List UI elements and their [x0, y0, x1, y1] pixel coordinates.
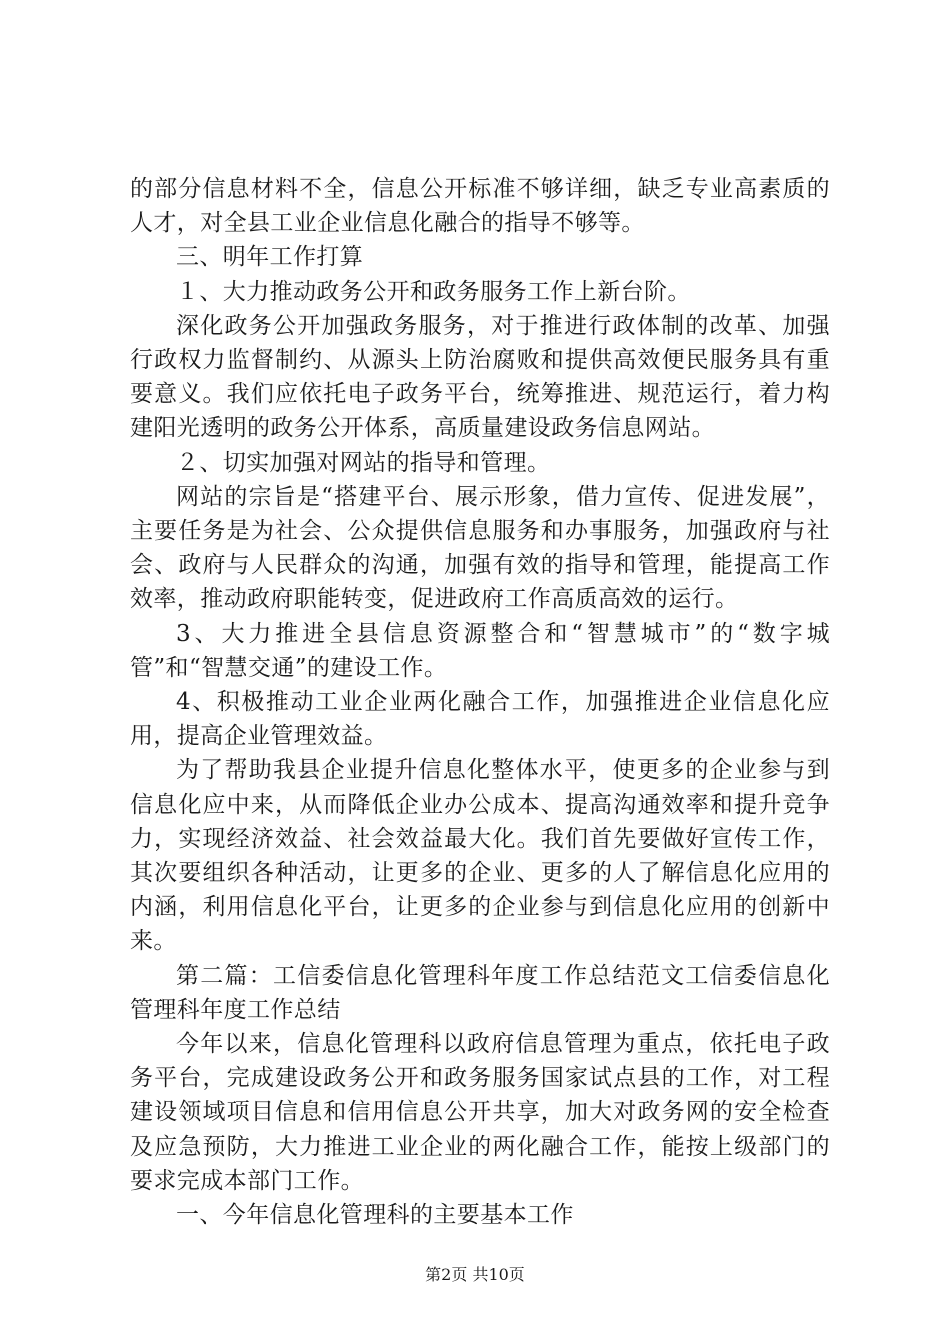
heading-main-work: 一、今年信息化管理科的主要基本工作: [176, 1202, 574, 1229]
page-number-footer: 第2页 共10页: [425, 1265, 525, 1284]
item-1-body: 深化政务公开加强政务服务，对于推进行政体制的改革、加强行政权力监督制约、从源头上防治腐败和提供高效便民服务具有重要意义。我们应依托电子政务平台，统筹推进、规范运行，着力构建阳光透明的政务公开体系，高质量建设政务信息网站。: [130, 312, 830, 442]
document-body: [130, 172, 830, 1232]
section-two-title: 第二篇：工信委信息化管理科年度工作总结范文工信委信息化管理科年度工作总结: [130, 962, 830, 1023]
section-two-intro: 今年以来，信息化管理科以政府信息管理为重点，依托电子政务平台，完成建设政务公开和政务服务国家试点县的工作，对工程建设领域项目信息和信用信息公开共享，加大对政务网的安全检查及应急预防，大力推进工业企业的两化融合工作，能按上级部门的要求完成本部门工作。: [130, 1031, 830, 1194]
item-3: 3、大力推进全县信息资源整合和“智慧城市”的“数字城管”和“智慧交通”的建设工作。: [130, 620, 830, 681]
item-2-title: ２、切实加强对网站的指导和管理。: [176, 449, 551, 476]
item-4-title: 4、积极推动工业企业两化融合工作，加强推进企业信息化应用，提高企业管理效益。: [130, 689, 830, 750]
paragraph-intro-continuation: 的部分信息材料不全，信息公开标准不够详细，缺乏专业高素质的人才，对全县工业企业信息化融合的指导不够等。: [130, 176, 830, 237]
heading-next-year-plan: 三、明年工作打算: [176, 244, 364, 271]
item-2-body: 网站的宗旨是“搭建平台、展示形象，借力宣传、促进发展”，主要任务是为社会、公众提供信息服务和办事服务，加强政府与社会、政府与人民群众的沟通，加强有效的指导和管理，能提高工作效率，推动政府职能转变，促进政府工作高质高效的运行。: [130, 483, 830, 613]
item-1-title: １、大力推动政务公开和政务服务工作上新台阶。: [176, 278, 691, 305]
item-4-body: 为了帮助我县企业提升信息化整体水平，使更多的企业参与到信息化应中来，从而降低企业办公成本、提高沟通效率和提升竞争力，实现经济效益、社会效益最大化。我们首先要做好宣传工作，其次要组织各种活动，让更多的企业、更多的人了解信息化应用的内涵，利用信息化平台，让更多的企业参与到信息化应用的创新中来。: [130, 757, 830, 955]
